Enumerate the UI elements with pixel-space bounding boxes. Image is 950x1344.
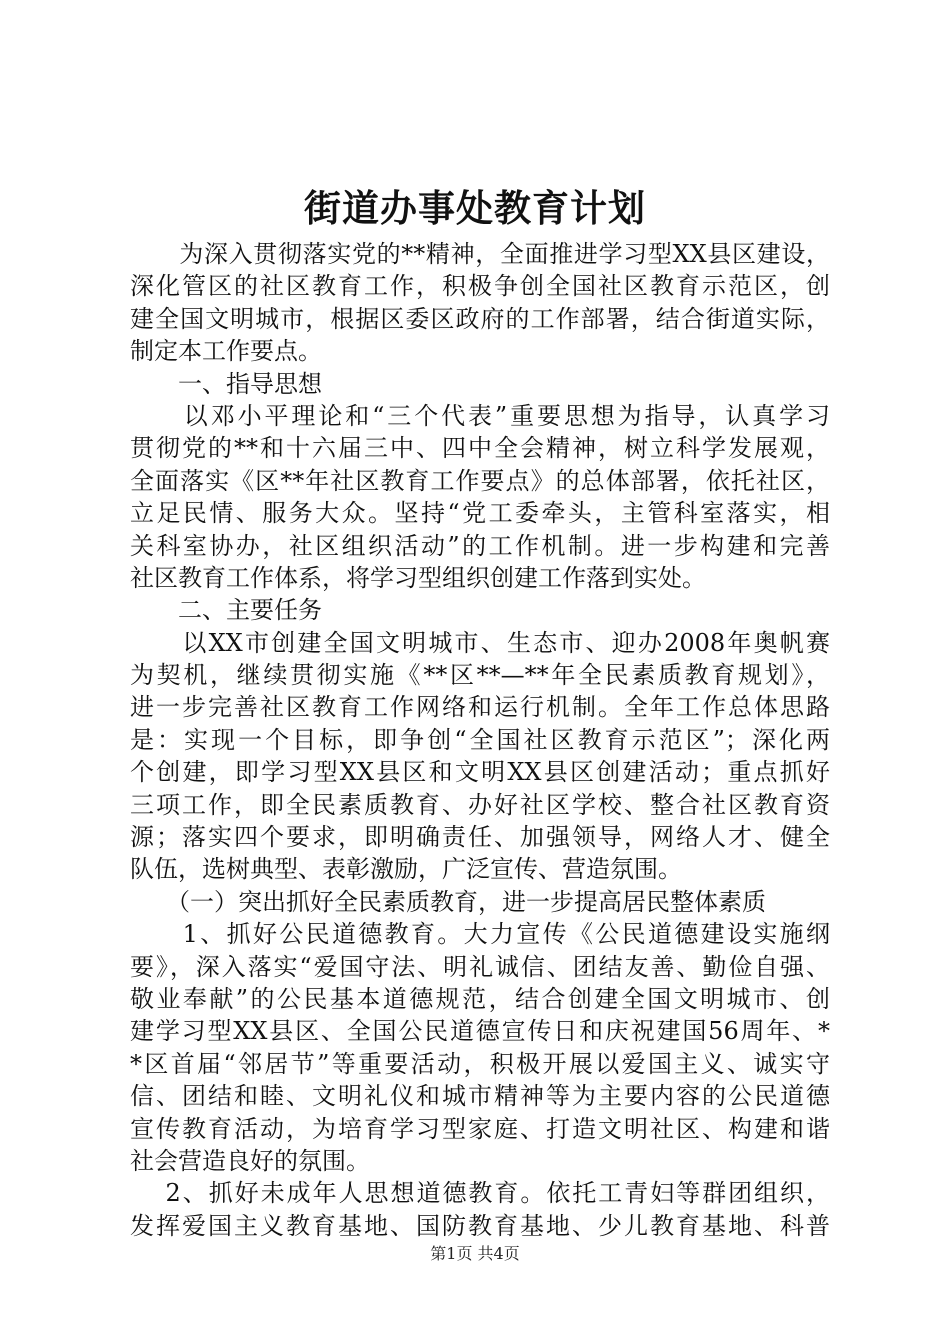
document-line: 敬业奉献”的公民基本道德规范，结合创建全国文明城市、创 — [130, 984, 830, 1013]
document-line: 贯彻党的**和十六届三中、四中全会精神，树立科学发展观， — [130, 434, 830, 463]
document-line: 为契机，继续贯彻实施《**区**—**年全民素质教育规划》， — [130, 661, 830, 690]
document-line: 以邓小平理论和“三个代表”重要思想为指导，认真学习 — [130, 401, 830, 430]
document-line: 队伍，选树典型、表彰激励，广泛宣传、营造氛围。 — [130, 855, 682, 884]
document-line: 关科室协办，社区组织活动”的工作机制。进一步构建和完善 — [130, 531, 830, 560]
document-line: 全面落实《区**年社区教育工作要点》的总体部署，依托社区， — [130, 466, 830, 495]
document-line: 个创建，即学习型XX县区和文明XX县区创建活动；重点抓好 — [130, 758, 830, 787]
document-title: 街道办事处教育计划 — [304, 186, 646, 230]
document-line: 社区教育工作体系，将学习型组织创建工作落到实处。 — [130, 563, 706, 592]
document-line: 建全国文明城市，根据区委区政府的工作部署，结合街道实际， — [130, 304, 830, 333]
document-line: 信、团结和睦、文明礼仪和城市精神等为主要内容的公民道德 — [130, 1082, 830, 1111]
document-line: 要》，深入落实“爱国守法、明礼诚信、团结友善、勤俭自强、 — [130, 952, 830, 981]
document-line: 为深入贯彻落实党的**精神，全面推进学习型XX县区建设， — [130, 240, 830, 268]
document-line: （一）突出抓好全民素质教育，进一步提高居民整体素质 — [130, 887, 766, 916]
document-line: 深化管区的社区教育工作，积极争创全国社区教育示范区，创 — [130, 272, 830, 301]
document-line: 进一步完善社区教育工作网络和运行机制。全年工作总体思路 — [130, 693, 830, 722]
document-line: 发挥爱国主义教育基地、国防教育基地、少儿教育基地、科普 — [130, 1211, 830, 1240]
page-footer: 第1页 共4页 — [430, 1244, 520, 1263]
document-line: *区首届“邻居节”等重要活动，积极开展以爱国主义、诚实守 — [130, 1049, 830, 1078]
document-line: 一、指导思想 — [130, 369, 322, 398]
document-line: 二、主要任务 — [130, 596, 322, 625]
document-line: 源；落实四个要求，即明确责任、加强领导，网络人才、健全 — [130, 823, 830, 852]
document-line: 以XX市创建全国文明城市、生态市、迎办2008年奥帆赛 — [130, 628, 830, 657]
document-body — [130, 238, 830, 1242]
document-line: 社会营造良好的氛围。 — [130, 1146, 370, 1175]
document-line: 宣传教育活动，为培育学习型家庭、打造文明社区、构建和谐 — [130, 1114, 830, 1143]
document-line: 是：实现一个目标，即争创“全国社区教育示范区”；深化两 — [130, 725, 830, 754]
document-line: 立足民情、服务大众。坚持“党工委牵头，主管科室落实，相 — [130, 499, 830, 528]
document-line: 制定本工作要点。 — [130, 337, 322, 366]
document-line: 三项工作，即全民素质教育、办好社区学校、整合社区教育资 — [130, 790, 830, 819]
document-line: 2、抓好未成年人思想道德教育。依托工青妇等群团组织， — [130, 1179, 830, 1208]
document-line: 1、抓好公民道德教育。大力宣传《公民道德建设实施纲 — [130, 920, 830, 949]
document-line: 建学习型XX县区、全国公民道德宣传日和庆祝建国56周年、* — [130, 1017, 830, 1046]
